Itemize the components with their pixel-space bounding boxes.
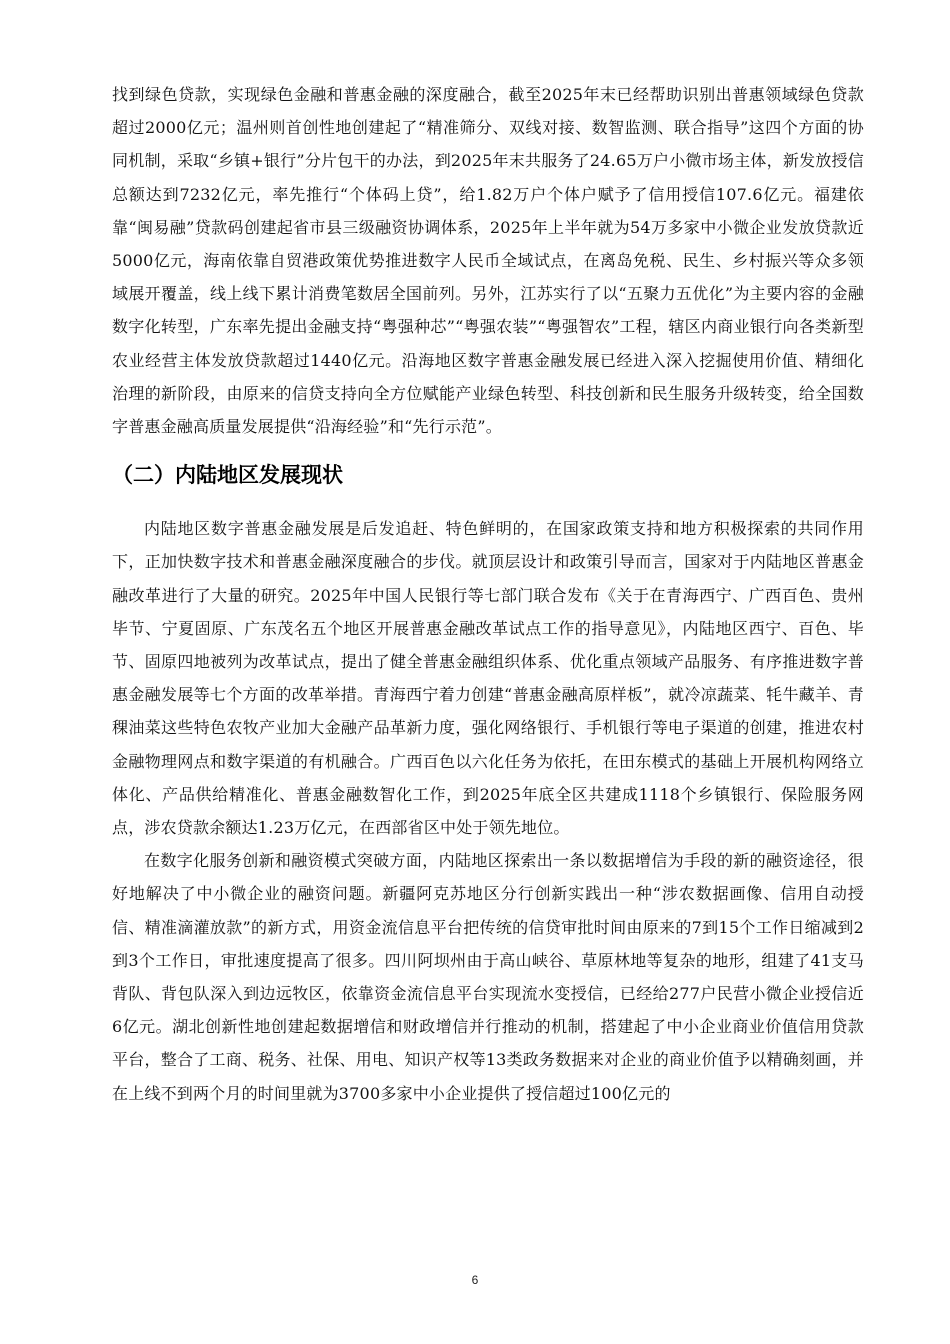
page-number: 6: [471, 1273, 479, 1287]
body-paragraph: 在数字化服务创新和融资模式突破方面，内陆地区探索出一条以数据增信为手段的新的融资途径，很好地解决了中小微企业的融资问题。新疆阿克苏地区分行创新实践出一种“涉农数据画像、信用自动授信、精准滴灌放款”的新方式，用资金流信息平台把传统的信贷审批时间由原来的7到15个工作日缩减到2到3个工作日，审批速度提高了很多。四川阿坝州由于高山峡谷、草原林地等复杂的地形，组建了41支马背队、背包队深入到边远牧区，依靠资金流信息平台实现流水变授信，已经给277户民营小微企业授信近6亿元。湖北创新性地创建起数据增信和财政增信并行推动的机制，搭建起了中小企业商业价值信用贷款平台，整合了工商、税务、社保、用电、知识产权等13类政务数据来对企业的商业价值予以精确刻画，并在上线不到两个月的时间里就为3700多家中小企业提供了授信超过100亿元的: [112, 851, 864, 1103]
page-body: [112, 78, 864, 1110]
section-heading: （二）内陆地区发展现状: [112, 463, 343, 488]
body-paragraph: 内陆地区数字普惠金融发展是后发追赶、特色鲜明的，在国家政策支持和地方积极探索的共同作用下，正加快数字技术和普惠金融深度融合的步伐。就顶层设计和政策引导而言，国家对于内陆地区普惠金融改革进行了大量的研究。2025年中国人民银行等七部门联合发布《关于在青海西宁、广西百色、贵州毕节、宁夏固原、广东茂名五个地区开展普惠金融改革试点工作的指导意见》，内陆地区西宁、百色、毕节、固原四地被列为改革试点，提出了健全普惠金融组织体系、优化重点领域产品服务、有序推进数字普惠金融发展等七个方面的改革举措。青海西宁着力创建“普惠金融高原样板”，就冷凉蔬菜、牦牛藏羊、青稞油菜这些特色农牧产业加大金融产品革新力度，强化网络银行、手机银行等电子渠道的创建，推进农村金融物理网点和数字渠道的有机融合。广西百色以六化任务为依托，在田东模式的基础上开展机构网络立体化、产品供给精准化、普惠金融数智化工作，到2025年底全区共建成1118个乡镇银行、保险服务网点，涉农贷款余额达1.23万亿元，在西部省区中处于领先地位。: [112, 519, 864, 838]
body-paragraph-continued: 找到绿色贷款，实现绿色金融和普惠金融的深度融合，截至2025年末已经帮助识别出普惠领域绿色贷款超过2000亿元；温州则首创性地创建起了“精准筛分、双线对接、数智监测、联合指导”这四个方面的协同机制，采取“乡镇+银行”分片包干的办法，到2025年末共服务了24.65万户小微市场主体，新发放授信总额达到7232亿元，率先推行“个体码上贷”，给1.82万户个体户赋予了信用授信107.6亿元。福建依靠“闽易融”贷款码创建起省市县三级融资协调体系，2025年上半年就为54万多家中小微企业发放贷款近5000亿元，海南依靠自贸港政策优势推进数字人民币全域试点，在离岛免税、民生、乡村振兴等众多领域展开覆盖，线上线下累计消费笔数居全国前列。另外，江苏实行了以“五聚力五优化”为主要内容的金融数字化转型，广东率先提出金融支持“粤强种芯”“粤强农装”“粤强智农”工程，辖区内商业银行向各类新型农业经营主体发放贷款超过1440亿元。沿海地区数字普惠金融发展已经进入深入挖掘使用价值、精细化治理的新阶段，由原来的信贷支持向全方位赋能产业绿色转型、科技创新和民生服务升级转变，给全国数字普惠金融高质量发展提供“沿海经验”和“先行示范”。: [112, 85, 864, 437]
